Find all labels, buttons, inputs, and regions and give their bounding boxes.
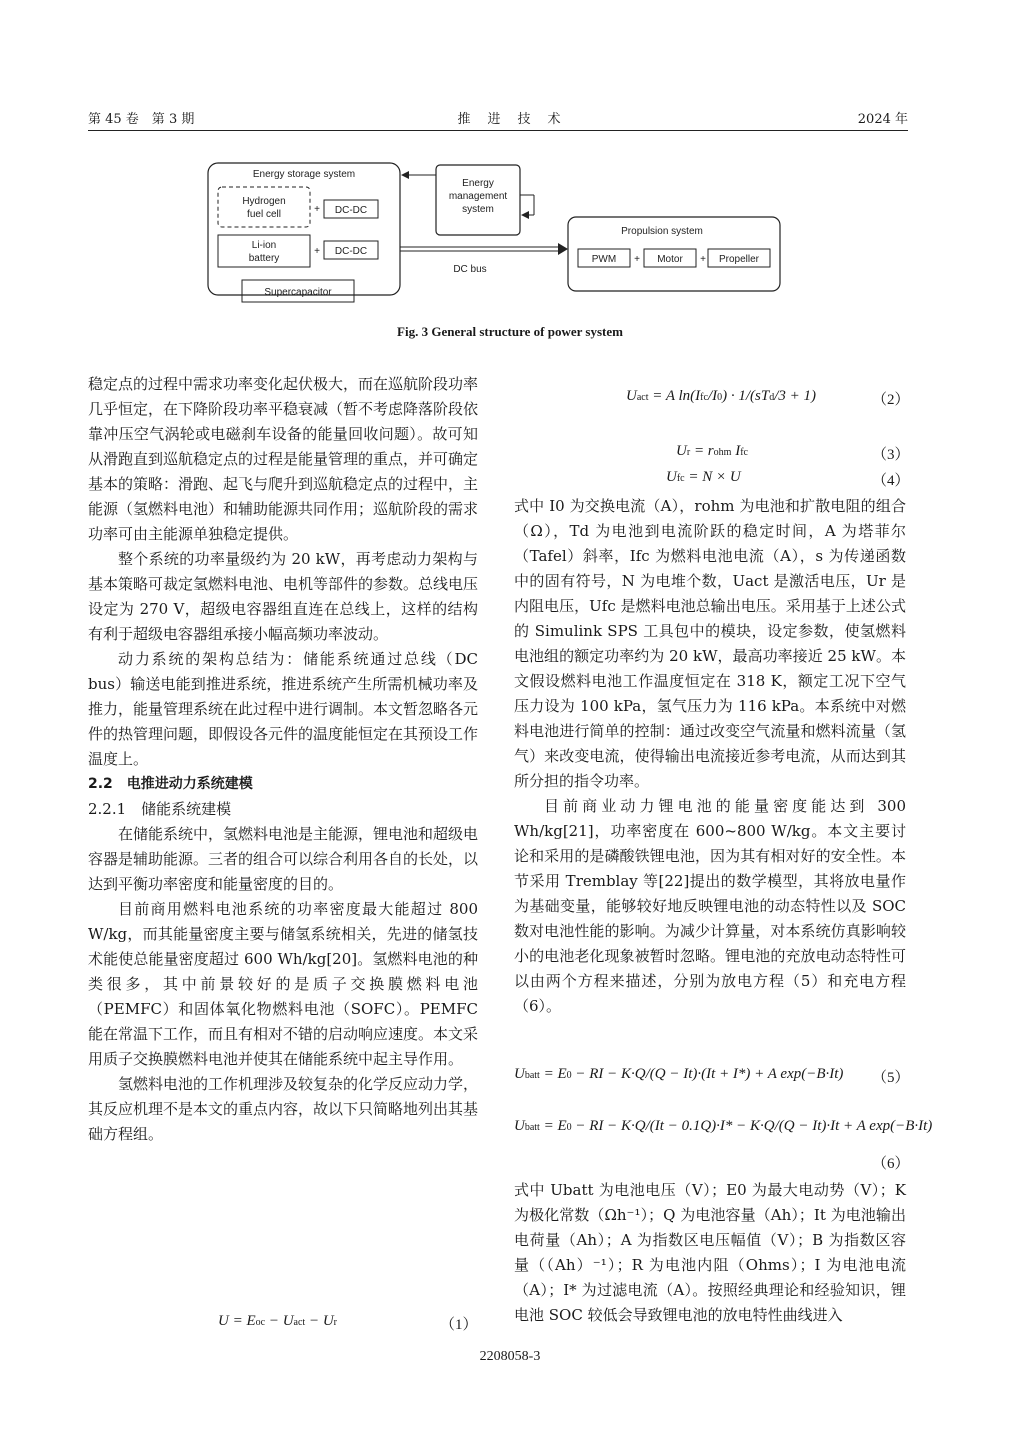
equation-1: U = Eoc − Uact − Ur [218, 1313, 338, 1329]
dc-bus-label: DC bus [453, 264, 487, 275]
plus-sign-1: + [314, 204, 320, 215]
equation-3-number: （3） [872, 447, 910, 463]
left-paragraph-5: 目前商用燃料电池系统的功率密度最大能超过 800 W/kg，而其能量密度主要与储氢系统相关，先进的储氢技术能使总能量密度超过 600 Wh/kg[20]。氢燃料电池的种类很多，其中前景较好的是质子交换膜燃料电池（PEMFC）和固体氧化物燃料电池（SOFC）。PEMFC 能在常温下工作，而且有相对不错的启动响应速度。本文采用质子交换膜燃料电池并使其在储能系统中起主导作用。 [88, 900, 479, 1068]
left-paragraph-1: 稳定点的过程中需求功率变化起伏极大，而在巡航阶段功率几乎恒定，在下降阶段功率平稳衰减（暂不考虑降落阶段依靠冲压空气涡轮或电磁刹车设备的能量回收问题）。故可知从滑跑直到巡航稳定点的过程是能量管理的重点，并可确定基本的策略：滑跑、起飞与爬升到巡航稳定点的过程中，主能源（氢燃料电池）和辅助能源共同作用；巡航阶段的需求功率可由主能源单独稳定提供。 [88, 375, 479, 543]
equation-5-number: （5） [872, 1070, 910, 1086]
header-journal: 推 进 技 术 [457, 112, 563, 127]
plus-sign-4: + [700, 254, 706, 265]
left-paragraph-4: 在储能系统中，氢燃料电池是主能源，锂电池和超级电容器是辅助能源。三者的组合可以综合利用各自的长处，以达到平衡功率密度和能量密度的目的。 [88, 825, 479, 893]
right-column-bottom [514, 1178, 906, 1328]
supercap-label: Supercapacitor [264, 287, 332, 298]
propulsion-title: Propulsion system [621, 226, 703, 237]
equation-4-number: （4） [872, 473, 910, 489]
subsection-heading: 2.2.1 储能系统建模 [88, 800, 232, 818]
ems-label-2: management [448, 191, 508, 202]
ems-label-1: Energy [462, 178, 494, 189]
header-rule [88, 130, 908, 131]
dcdc-label-1: DC-DC [334, 205, 368, 216]
left-column [88, 372, 478, 1147]
section-heading: 2.2 电推进动力系统建模 [88, 776, 253, 792]
right-paragraph-1: 式中 I0 为交换电流（A），rohm 为电池和扩散电阻的组合（Ω），Td 为电池到电流阶跃的稳定时间，A 为塔菲尔（Tafel）斜率，Ifc 为燃料电池电流（A），s 为传递函数中的固有符号，N 为电堆个数，Uact 是激活电压，Ur 是内阻电压，Ufc 是燃料电池总输出电压。采用基于上述公式的 Simulink SPS 工具包中的模块，设定参数，使氢燃料电池组的额定功率约为 20 kW，最高功率接近 25 kW。本文假设燃料电池工作温度恒定在 318 K，额定工况下空气压力设为 100 kPa，氢气压力为 116 kPa。本系统中对燃料电池进行简单的控制：通过改变空气流量和燃料流量（氢气）来改变电流，使得输出电流接近参考电流，从而达到其所分担的指令功率。 [514, 497, 906, 790]
equation-6-number: （6） [872, 1156, 910, 1172]
equation-3: Ur = rohm Ifc [676, 443, 748, 459]
plus-sign-3: + [634, 254, 640, 265]
equation-2: Uact = A ln(Ifc/I0) · 1/(sTd/3 + 1) [626, 388, 816, 404]
plus-sign-2: + [314, 246, 320, 257]
pwm-label: PWM [591, 254, 617, 265]
right-paragraph-2: 目前商业动力锂电池的能量密度能达到 300 Wh/kg[21]，功率密度在 600~800 W/kg。本文主要讨论和采用的是磷酸铁锂电池，因为其有相对好的安全性。本节采用 Tremblay 等[22]提出的数学模型，其将放电量作为基础变量，能够较好地反映锂电池的动态特性以及 SOC 数对电池性能的影响。为减少计算量，对本系统仿真影响较小的电池老化现象被暂时忽略。锂电池的充放电动态特性可以由两个方程来描述，分别为放电方程（5）和充电方程（6）。 [514, 797, 906, 1015]
ems-label-3: system [462, 204, 494, 215]
header-volume: 第 45 卷 第 3 期 [88, 112, 195, 127]
hydrogen-label-1: Hydrogen [242, 196, 286, 207]
power-system-diagram [200, 155, 800, 320]
figure-caption: Fig. 3 General structure of power system [397, 324, 623, 339]
equation-2-number: （2） [872, 392, 910, 408]
left-paragraph-6: 氢燃料电池的工作机理涉及较复杂的化学反应动力学，其反应机理不是本文的重点内容，故以下只简略地列出其基础方程组。 [88, 1075, 479, 1143]
dcdc-label-2: DC-DC [334, 246, 368, 257]
page-number: 2208058-3 [479, 1349, 541, 1364]
left-paragraph-2: 整个系统的功率量级约为 20 kW，再考虑动力架构与基本策略可裁定氢燃料电池、电机等部件的参数。总线电压设定为 270 V，超级电容器组直连在总线上，这样的结构有利于超级电容器组承接小幅高频功率波动。 [88, 550, 479, 643]
equation-1-number: （1） [440, 1317, 478, 1333]
liion-label-2: battery [248, 253, 280, 264]
energy-storage-box [208, 163, 400, 295]
right-paragraph-3: 式中 Ubatt 为电池电压（V）；E0 为最大电动势（V）；K 为极化常数（Ωh⁻¹）；Q 为电池容量（Ah）；It 为电池输出电荷量（Ah）；A 为指数区电压幅值（V）；B 为指数区容量（（Ah）⁻¹）；R 为电池内阻（Ohms）；I 为电池电流（A）；I* 为过滤电流（A）。按照经典理论和经验知识，锂电池 SOC 较低会导致锂电池的放电特性曲线进入 [514, 1181, 906, 1324]
liion-label-1: Li-ion [251, 240, 277, 251]
propeller-label: Propeller [718, 254, 760, 265]
right-column-top [514, 494, 906, 1019]
equation-6: Ubatt = E0 − RI − K·Q/(It − 0.1Q)·I* − K·Q/(Q − It)·It + A exp(−B·It) [514, 1118, 933, 1134]
hydrogen-label-2: fuel cell [247, 209, 281, 220]
equation-5: Ubatt = E0 − RI − K·Q/(Q − It)·(It + I*) + A exp(−B·It) [514, 1066, 844, 1082]
dc-bus-arrowhead [558, 243, 568, 255]
energy-storage-title: Energy storage system [252, 169, 356, 180]
equation-4: Ufc = N × U [666, 469, 741, 485]
left-paragraph-3: 动力系统的架构总结为：储能系统通过总线（DC bus）输送电能到推进系统，推进系统产生所需机械功率及推力，能量管理系统在此过程中进行调制。本文暂忽略各元件的热管理问题，即假设各元件的温度能恒定在其预设工作温度上。 [88, 650, 479, 768]
hydrogen-box [218, 187, 310, 227]
motor-label: Motor [657, 254, 683, 265]
header-year: 2024 年 [857, 112, 908, 127]
